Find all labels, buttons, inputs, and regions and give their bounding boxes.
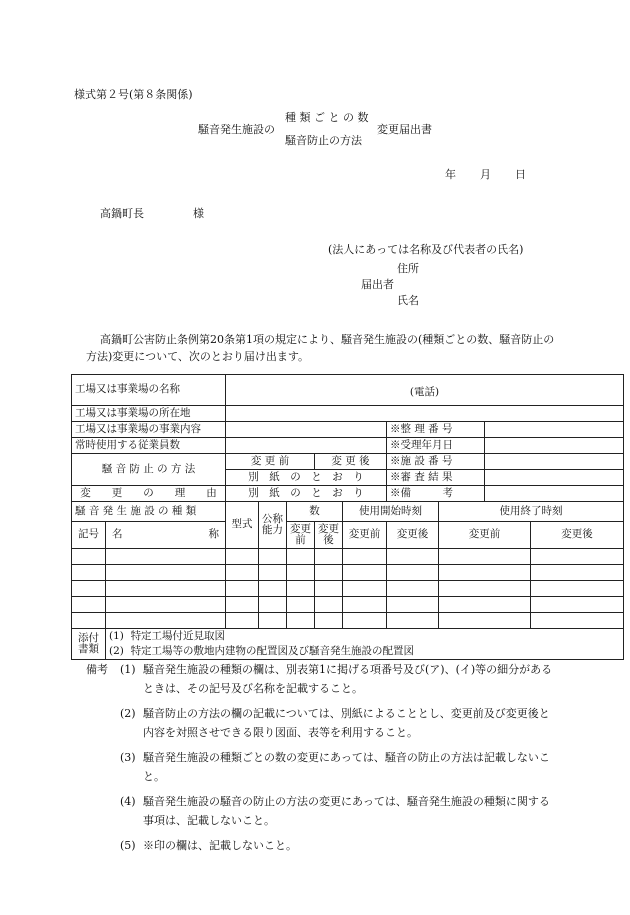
form-number: 様式第２号(第８条関係) — [74, 88, 193, 101]
review-result-cell — [485, 470, 624, 486]
attach-label-2: 書類 — [78, 643, 99, 655]
noise-method-label: 騒 音 防 止 の 方 法 — [72, 454, 226, 486]
business-content-cell[interactable] — [226, 422, 387, 438]
count-after-header: 変更後 — [315, 522, 343, 549]
table-row — [72, 597, 624, 613]
attachment-2 — [106, 644, 624, 660]
ref-number-cell — [485, 422, 624, 438]
notes-section — [86, 660, 553, 861]
start-time-header: 使用開始時刻 — [343, 502, 439, 522]
received-date-label: ※受理年月日 — [387, 438, 485, 454]
name-label: 氏名 — [397, 294, 419, 307]
start-after-header: 変更後 — [387, 522, 439, 549]
name-header-2: 称 — [208, 528, 219, 541]
remarks-cell — [485, 486, 624, 502]
date-year: 年 — [445, 168, 456, 181]
ref-number-label: ※整 理 番 号 — [387, 422, 485, 438]
end-time-header: 使用終了時刻 — [439, 502, 624, 522]
table-row — [72, 565, 624, 581]
note-item — [86, 660, 553, 698]
note-item — [86, 792, 553, 830]
note-text: ※印の欄は、記載しないこと。 — [143, 839, 297, 852]
title-option-count: 種 類 ご と の 数 — [285, 111, 369, 124]
employees-cell[interactable] — [226, 438, 387, 454]
table-row — [72, 581, 624, 597]
attachment-1-num: (1) — [109, 629, 124, 642]
method-attached: 別 紙 の と お り — [226, 470, 387, 486]
remarks-label: ※備 考 — [387, 486, 485, 502]
factory-name-label: 工場又は事業場の名称 — [72, 375, 226, 406]
attachment-2-num: (2) — [109, 644, 124, 657]
attachment-2-text: 特定工場等の敷地内建物の配置図及び騒音発生施設の配置図 — [130, 644, 415, 657]
count-before-header: 変更前 — [287, 522, 315, 549]
address-label: 住所 — [397, 262, 419, 275]
attachment-1-text: 特定工場付近見取図 — [130, 629, 226, 642]
facility-number-cell — [485, 454, 624, 470]
facility-number-label: ※施 設 番 号 — [387, 454, 485, 470]
facility-type-label: 騒 音 発 生 施 設 の 種 類 — [72, 502, 226, 522]
attach-label-1: 添付 — [78, 631, 99, 644]
date-month: 月 — [480, 168, 491, 181]
addressee-name: 高鍋町長 — [100, 207, 144, 220]
note-item — [86, 748, 553, 786]
table-row — [72, 613, 624, 629]
note-number: (4) — [120, 795, 136, 808]
received-date-cell — [485, 438, 624, 454]
count-header: 数 — [287, 502, 343, 522]
table-row — [72, 549, 624, 565]
date-day: 日 — [515, 168, 526, 181]
note-number: (1) — [120, 663, 136, 676]
attachment-1 — [106, 629, 624, 645]
filer-label: 届出者 — [361, 278, 394, 291]
employees-label: 常時使用する従業員数 — [72, 438, 226, 454]
title-prefix: 騒音発生施設の — [198, 123, 275, 136]
symbol-header: 記号 — [72, 522, 106, 549]
note-number: (5) — [120, 839, 136, 852]
note-text: 騒音発生施設の種類ごとの数の変更にあっては、騒音の防止の方法は記載しないこと。 — [143, 751, 550, 783]
title-option-method: 騒音防止の方法 — [285, 134, 362, 147]
note-text: 騒音発生施設の騒音の防止の方法の変更にあっては、騒音発生施設の種類に関する事項は、記載しないこと。 — [143, 795, 550, 827]
name-header-1: 名 — [112, 528, 123, 541]
notes-label: 備考 — [86, 663, 108, 676]
reason-label: 変 更 の 理 由 — [72, 486, 226, 502]
rated-capacity-header: 公称能力 — [259, 502, 287, 549]
note-text: 騒音防止の方法の欄の記載については、別紙によることとし、変更前及び変更後と内容を対照させできる限り図面、表等を利用すること。 — [143, 707, 550, 739]
method-before-label: 変 更 前 — [226, 454, 315, 470]
title-suffix: 変更届出書 — [377, 123, 432, 136]
model-header: 型式 — [226, 502, 259, 549]
intro-paragraph: 高鍋町公害防止条例第20条第1項の規定により、騒音発生施設の(種類ごとの数、騒音防止の方法)変更について、次のとおり届け出ます。 — [86, 333, 555, 363]
attach-label — [72, 629, 106, 660]
note-text: 騒音発生施設の種類の欄は、別表第1に掲げる項番号及び(ア)、(イ)等の細分があるときは、その記号及び名称を記載すること。 — [143, 663, 553, 695]
end-before-header: 変更前 — [439, 522, 531, 549]
note-number: (3) — [120, 751, 136, 764]
notification-table — [71, 374, 624, 660]
start-before-header: 変更前 — [343, 522, 387, 549]
end-after-header: 変更後 — [531, 522, 624, 549]
phone-label: (電話) — [409, 386, 440, 399]
note-item — [86, 836, 553, 855]
applicant-note: (法人にあっては名称及び代表者の氏名) — [328, 243, 524, 256]
factory-location-label: 工場又は事業場の所在地 — [72, 406, 226, 422]
method-after-label: 変 更 後 — [315, 454, 387, 470]
factory-name-cell[interactable] — [226, 375, 624, 406]
addressee-honorific: 様 — [193, 207, 204, 220]
note-number: (2) — [120, 707, 136, 720]
note-item — [86, 704, 553, 742]
review-result-label: ※審 査 結 果 — [387, 470, 485, 486]
reason-attached: 別 紙 の と お り — [226, 486, 387, 502]
factory-location-cell[interactable] — [226, 406, 624, 422]
business-content-label: 工場又は事業場の事業内容 — [72, 422, 226, 438]
name-header — [106, 522, 226, 549]
